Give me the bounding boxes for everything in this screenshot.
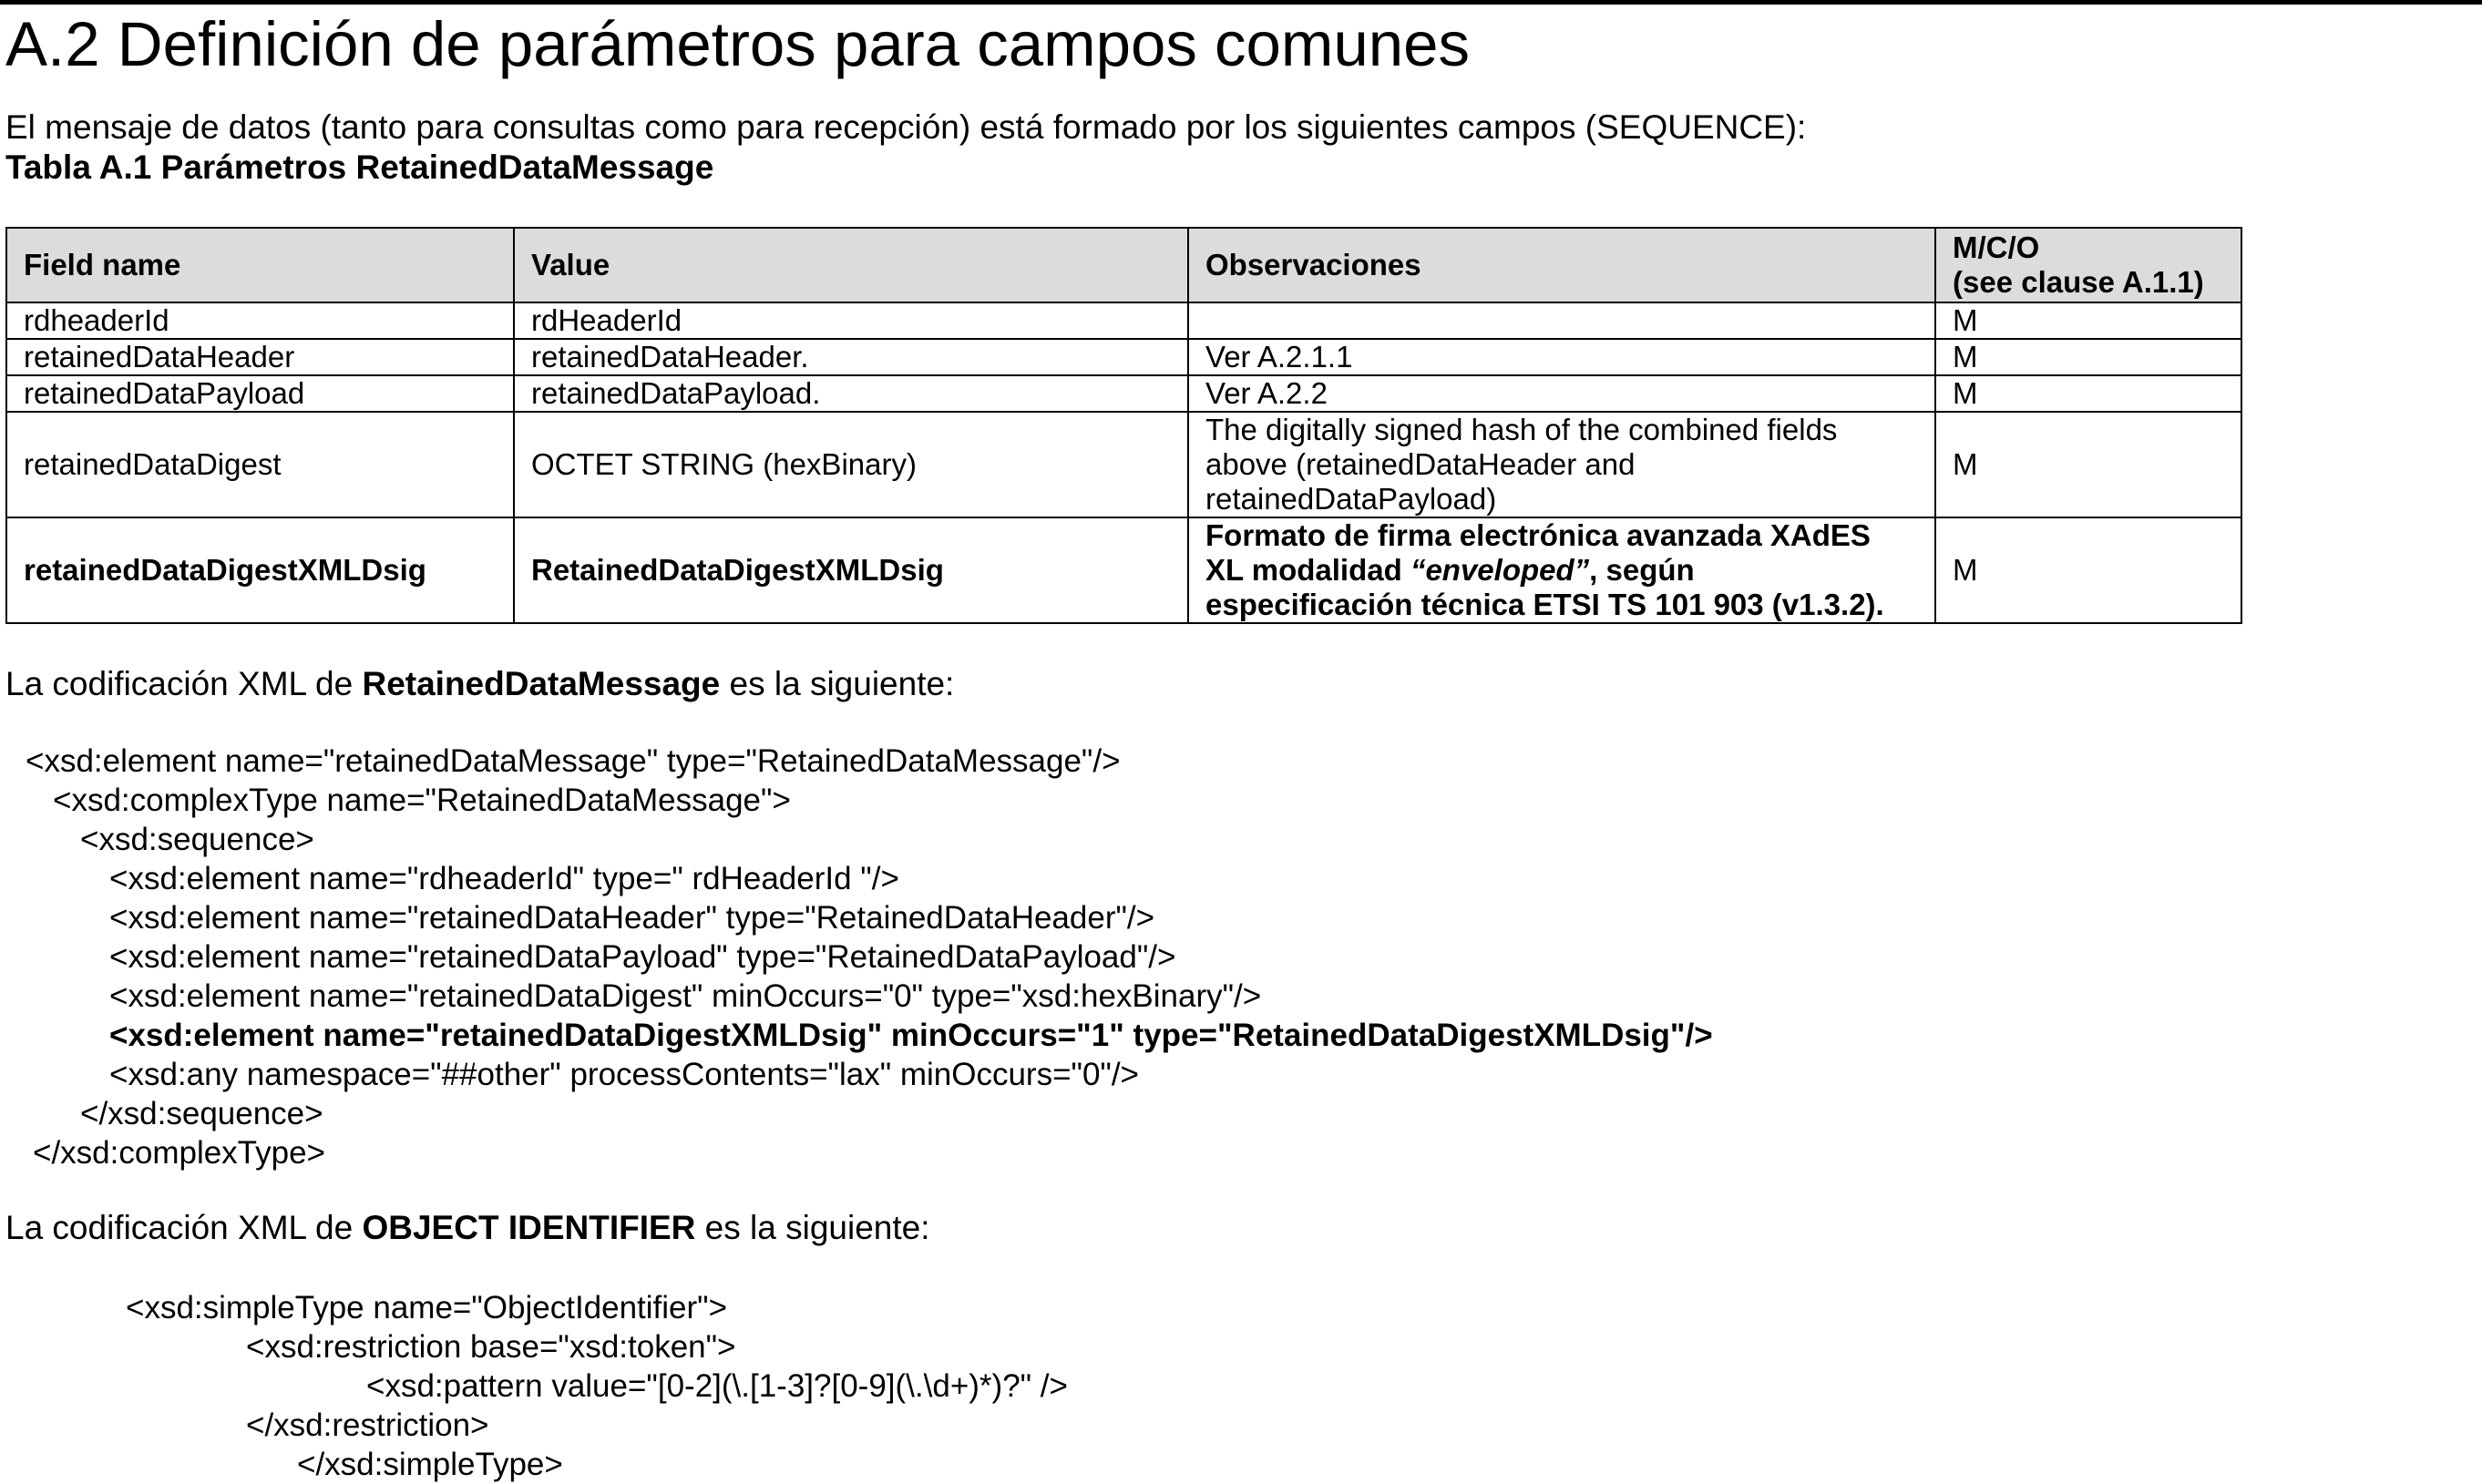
xml-encoding-paragraph [5,664,954,704]
code-line: <xsd:simpleType name="ObjectIdentifier"> [126,1290,728,1325]
table-caption: Tabla A.1 Parámetros RetainedDataMessage [5,148,714,186]
header-mco [1935,228,2241,302]
cell-observations [1188,517,1935,623]
parameters-table [5,227,2242,624]
cell-field: retainedDataDigest [6,412,514,517]
cell-mco: M [1935,517,2241,623]
object-identifier-paragraph [5,1208,930,1248]
section-heading: A.2 Definición de parámetros para campos comunes [5,9,1470,79]
header-observaciones: Observaciones [1188,228,1935,302]
paragraph-text: La codificación XML de [5,1209,363,1246]
paragraph-text: es la siguiente: [720,665,955,702]
header-mco-line2: (see clause A.1.1) [1953,265,2204,299]
cell-value: OCTET STRING (hexBinary) [514,412,1188,517]
cell-field: retainedDataPayload [6,375,514,412]
cell-observations: Ver A.2.1.1 [1188,339,1935,375]
paragraph-emphasis: OBJECT IDENTIFIER [362,1209,696,1246]
paragraph-text: La codificación XML de [5,665,363,702]
code-line: <xsd:any namespace="##other" processContents="lax" minOccurs="0"/> [109,1057,1139,1092]
cell-observations: Ver A.2.2 [1188,375,1935,412]
observation-line: retainedDataPayload) [1205,482,1497,516]
code-line: <xsd:element name="retainedDataDigest" minOccurs="0" type="xsd:hexBinary"/> [109,978,1262,1014]
code-line: <xsd:restriction base="xsd:token"> [246,1329,736,1365]
code-line: <xsd:element name="retainedDataMessage" type="RetainedDataMessage"/> [26,743,1121,779]
code-line: </xsd:sequence> [80,1096,323,1131]
cell-observations [1188,302,1935,339]
code-line: </xsd:simpleType> [297,1447,563,1482]
cell-field: rdheaderId [6,302,514,339]
paragraph-emphasis: RetainedDataMessage [362,665,721,702]
cell-mco: M [1935,302,2241,339]
table-header-row [6,228,2241,302]
cell-value: RetainedDataDigestXMLDsig [514,517,1188,623]
intro-paragraph: El mensaje de datos (tanto para consultas como para recepción) está formado por los siguientes campos (SEQUENCE): [5,108,1807,146]
header-value: Value [514,228,1188,302]
code-line: <xsd:element name="rdheaderId" type=" rdHeaderId "/> [109,861,899,896]
observation-emphasis: “enveloped” [1410,553,1590,587]
code-line: <xsd:complexType name="RetainedDataMessage"> [53,783,791,818]
cell-mco: M [1935,375,2241,412]
cell-mco: M [1935,412,2241,517]
observation-line: especificación técnica ETSI TS 101 903 (v1.3.2). [1205,588,1884,621]
code-line: <xsd:pattern value="[0-2](\.[1-3]?[0-9](\.\d+)*)?" /> [366,1368,1068,1404]
cell-value: retainedDataPayload. [514,375,1188,412]
table-row [6,339,2241,375]
code-line: </xsd:restriction> [246,1407,489,1443]
observation-line: , según [1589,553,1695,587]
cell-field: retainedDataHeader [6,339,514,375]
observation-line: XL modalidad [1205,553,1410,587]
paragraph-text: es la siguiente: [695,1209,930,1246]
header-field-name: Field name [6,228,514,302]
table-row [6,375,2241,412]
code-line: <xsd:element name="retainedDataDigestXMLDsig" minOccurs="1" type="RetainedDataDigestXMLDsig"/> [109,1018,1713,1053]
observation-line: The digitally signed hash of the combined fields [1205,413,1838,446]
code-line: <xsd:element name="retainedDataPayload" type="RetainedDataPayload"/> [109,939,1176,975]
cell-observations [1188,412,1935,517]
code-line: <xsd:sequence> [80,822,314,857]
cell-mco: M [1935,339,2241,375]
code-line: </xsd:complexType> [33,1135,325,1171]
cell-value: rdHeaderId [514,302,1188,339]
code-line: <xsd:element name="retainedDataHeader" type="RetainedDataHeader"/> [109,900,1155,936]
table-row [6,302,2241,339]
cell-field: retainedDataDigestXMLDsig [6,517,514,623]
table-row [6,412,2241,517]
observation-line: above (retainedDataHeader and [1205,447,1636,481]
table-row [6,517,2241,623]
observation-line: Formato de firma electrónica avanzada XAdES [1205,518,1871,552]
cell-value: retainedDataHeader. [514,339,1188,375]
header-mco-line1: M/C/O [1953,230,2040,264]
